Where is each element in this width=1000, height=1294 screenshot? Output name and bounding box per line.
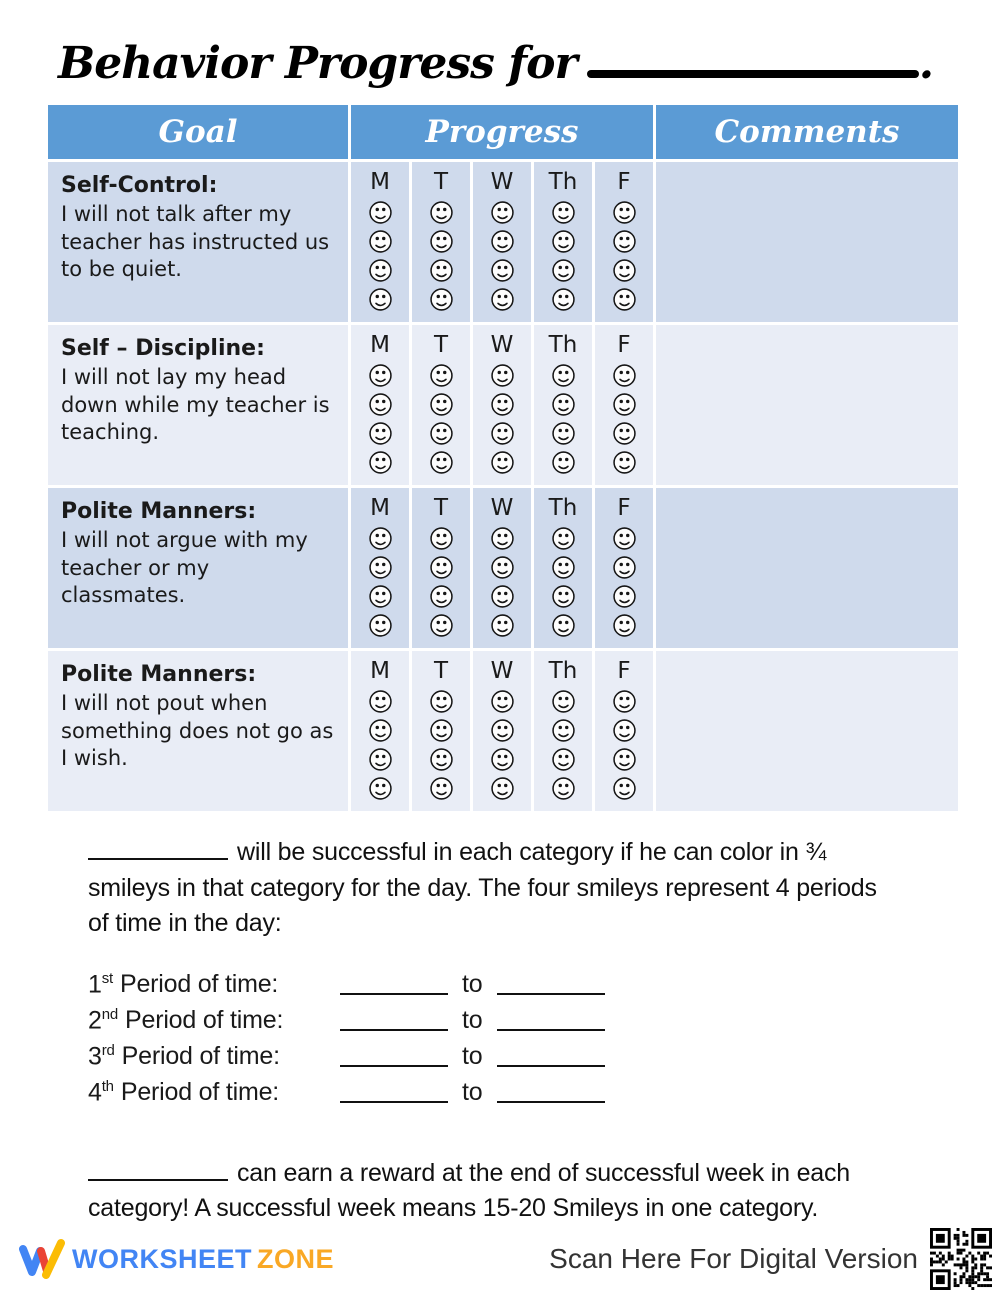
smiley-face-icon bbox=[489, 746, 516, 773]
day-column-th bbox=[534, 651, 592, 811]
smiley-face-icon bbox=[367, 612, 394, 639]
period-ordinal: 1 bbox=[88, 969, 102, 998]
table-header-comments: Comments bbox=[656, 105, 958, 159]
period-to-word: to bbox=[462, 969, 483, 998]
period-row bbox=[88, 970, 958, 1006]
day-column-t bbox=[412, 325, 470, 485]
goal-text: I will not talk after my teacher has instructed us to be quiet. bbox=[61, 201, 330, 282]
smiley-face-icon bbox=[611, 391, 638, 418]
smiley-face-icon bbox=[550, 228, 577, 255]
smiley-face-icon bbox=[367, 257, 394, 284]
smiley-face-icon bbox=[611, 717, 638, 744]
smiley-face-icon bbox=[550, 554, 577, 581]
smiley-face-icon bbox=[611, 199, 638, 226]
smiley-face-icon bbox=[367, 286, 394, 313]
day-label: F bbox=[617, 495, 631, 521]
reward-paragraph bbox=[88, 1156, 926, 1227]
smiley-face-icon bbox=[489, 362, 516, 389]
goal-text: I will not pout when something does not go as I wish. bbox=[61, 690, 334, 771]
day-label: F bbox=[617, 169, 631, 195]
behavior-table bbox=[48, 105, 958, 811]
periods-list bbox=[88, 970, 958, 1114]
worksheetzone-logo-icon bbox=[18, 1237, 66, 1281]
smiley-face-icon bbox=[550, 717, 577, 744]
period-text: Period of time: bbox=[125, 1005, 284, 1034]
scan-here-text: Scan Here For Digital Version bbox=[549, 1243, 918, 1274]
day-column-f bbox=[595, 651, 653, 811]
goal-title: Polite Manners: bbox=[61, 662, 257, 687]
smiley-face-icon bbox=[428, 257, 455, 284]
table-header-goal: Goal bbox=[48, 105, 348, 159]
day-column-w bbox=[473, 651, 531, 811]
qr-code bbox=[930, 1228, 992, 1290]
smiley-face-icon bbox=[550, 775, 577, 802]
smiley-face-icon bbox=[550, 746, 577, 773]
smiley-face-icon bbox=[428, 391, 455, 418]
smiley-face-icon bbox=[367, 228, 394, 255]
day-label: W bbox=[490, 495, 514, 521]
period-start-time-blank bbox=[340, 1065, 448, 1067]
goal-title: Self-Control: bbox=[61, 173, 218, 198]
period-label bbox=[88, 1006, 340, 1035]
period-to-word: to bbox=[462, 1005, 483, 1034]
intro-text: will be successful in each category if he can color in ¾ smileys in that category for the day. The four smileys represent 4 periods of time in the day: bbox=[88, 838, 877, 937]
smiley-face-icon bbox=[611, 688, 638, 715]
smiley-face-icon bbox=[611, 775, 638, 802]
smiley-face-icon bbox=[489, 612, 516, 639]
smiley-face-icon bbox=[428, 775, 455, 802]
smiley-face-icon bbox=[489, 775, 516, 802]
smiley-face-icon bbox=[428, 286, 455, 313]
smiley-face-icon bbox=[550, 391, 577, 418]
logo-wordmark bbox=[72, 1244, 334, 1275]
period-ordinal: 3 bbox=[88, 1041, 102, 1070]
smiley-face-icon bbox=[550, 362, 577, 389]
smiley-face-icon bbox=[611, 554, 638, 581]
smiley-face-icon bbox=[550, 583, 577, 610]
logo-word-worksheet: WORKSHEET bbox=[72, 1243, 252, 1274]
smiley-face-icon bbox=[611, 449, 638, 476]
intro-paragraph bbox=[88, 835, 896, 942]
period-start-time-blank bbox=[340, 1101, 448, 1103]
day-label: Th bbox=[548, 169, 578, 195]
title-period: . bbox=[918, 38, 934, 89]
smiley-face-icon bbox=[550, 525, 577, 552]
period-ordinal-suffix: nd bbox=[101, 1005, 119, 1023]
period-ordinal: 4 bbox=[88, 1077, 102, 1106]
day-column-th bbox=[534, 488, 592, 648]
goal-cell bbox=[48, 325, 348, 485]
day-column-w bbox=[473, 162, 531, 322]
day-column-t bbox=[412, 488, 470, 648]
day-column-f bbox=[595, 325, 653, 485]
smiley-face-icon bbox=[367, 420, 394, 447]
goal-cell bbox=[48, 651, 348, 811]
smiley-face-icon bbox=[611, 583, 638, 610]
goal-cell bbox=[48, 488, 348, 648]
day-column-t bbox=[412, 651, 470, 811]
smiley-face-icon bbox=[550, 257, 577, 284]
period-row bbox=[88, 1006, 958, 1042]
smiley-face-icon bbox=[428, 199, 455, 226]
smiley-face-icon bbox=[428, 420, 455, 447]
smiley-face-icon bbox=[428, 449, 455, 476]
smiley-face-icon bbox=[550, 688, 577, 715]
smiley-face-icon bbox=[489, 554, 516, 581]
smiley-face-icon bbox=[428, 228, 455, 255]
smiley-face-icon bbox=[489, 525, 516, 552]
day-label: W bbox=[490, 658, 514, 684]
student-name-blank bbox=[88, 858, 228, 860]
day-label: Th bbox=[548, 332, 578, 358]
day-column-f bbox=[595, 488, 653, 648]
day-label: Th bbox=[548, 658, 578, 684]
period-label bbox=[88, 970, 340, 999]
period-end-time-blank bbox=[497, 993, 605, 995]
day-column-m bbox=[351, 162, 409, 322]
smiley-face-icon bbox=[489, 257, 516, 284]
goal-text: I will not lay my head down while my teacher is teaching. bbox=[61, 364, 330, 445]
period-text: Period of time: bbox=[121, 1041, 280, 1070]
period-text: Period of time: bbox=[120, 1077, 280, 1106]
smiley-face-icon bbox=[489, 449, 516, 476]
smiley-face-icon bbox=[367, 688, 394, 715]
day-label: M bbox=[370, 658, 390, 684]
reward-text: can earn a reward at the end of successful week in each category! A successful week means 15-20 Smileys in one category. bbox=[88, 1158, 850, 1222]
period-row bbox=[88, 1042, 958, 1078]
day-column-m bbox=[351, 325, 409, 485]
smiley-face-icon bbox=[550, 420, 577, 447]
day-label: T bbox=[433, 169, 449, 195]
comments-cell bbox=[656, 325, 958, 485]
day-column-f bbox=[595, 162, 653, 322]
day-label: T bbox=[433, 658, 449, 684]
smiley-face-icon bbox=[428, 525, 455, 552]
smiley-face-icon bbox=[367, 746, 394, 773]
logo-word-zone: ZONE bbox=[257, 1243, 335, 1274]
smiley-face-icon bbox=[367, 391, 394, 418]
period-label bbox=[88, 1042, 340, 1071]
period-end-time-blank bbox=[497, 1065, 605, 1067]
smiley-face-icon bbox=[367, 525, 394, 552]
goal-text: I will not argue with my teacher or my classmates. bbox=[61, 527, 308, 608]
goal-title: Self – Discipline: bbox=[61, 336, 265, 361]
smiley-face-icon bbox=[489, 228, 516, 255]
day-column-th bbox=[534, 162, 592, 322]
title-name-blank bbox=[587, 70, 919, 78]
smiley-face-icon bbox=[611, 420, 638, 447]
day-label: F bbox=[617, 658, 631, 684]
smiley-face-icon bbox=[428, 583, 455, 610]
day-label: T bbox=[433, 495, 449, 521]
period-end-time-blank bbox=[497, 1029, 605, 1031]
smiley-face-icon bbox=[428, 554, 455, 581]
day-label: M bbox=[370, 332, 390, 358]
period-to-word: to bbox=[462, 1077, 483, 1106]
smiley-face-icon bbox=[550, 199, 577, 226]
period-text: Period of time: bbox=[120, 969, 279, 998]
day-column-w bbox=[473, 325, 531, 485]
table-header-progress: Progress bbox=[351, 105, 653, 159]
day-label: W bbox=[490, 169, 514, 195]
day-label: W bbox=[490, 332, 514, 358]
smiley-face-icon bbox=[489, 688, 516, 715]
smiley-face-icon bbox=[428, 746, 455, 773]
comments-cell bbox=[656, 162, 958, 322]
day-label: Th bbox=[548, 495, 578, 521]
goal-cell bbox=[48, 162, 348, 322]
goal-title: Polite Manners: bbox=[61, 499, 257, 524]
smiley-face-icon bbox=[489, 420, 516, 447]
day-label: T bbox=[433, 332, 449, 358]
student-name-blank bbox=[88, 1179, 228, 1181]
period-label bbox=[88, 1078, 340, 1107]
period-ordinal-suffix: th bbox=[101, 1077, 114, 1095]
smiley-face-icon bbox=[611, 362, 638, 389]
smiley-face-icon bbox=[489, 717, 516, 744]
smiley-face-icon bbox=[367, 775, 394, 802]
smiley-face-icon bbox=[367, 554, 394, 581]
footer bbox=[18, 1226, 992, 1292]
day-column-th bbox=[534, 325, 592, 485]
period-ordinal-suffix: rd bbox=[101, 1041, 115, 1059]
smiley-face-icon bbox=[550, 286, 577, 313]
smiley-face-icon bbox=[489, 286, 516, 313]
period-to-word: to bbox=[462, 1041, 483, 1070]
comments-cell bbox=[656, 651, 958, 811]
period-row bbox=[88, 1078, 958, 1114]
smiley-face-icon bbox=[367, 362, 394, 389]
smiley-face-icon bbox=[489, 199, 516, 226]
worksheetzone-logo bbox=[18, 1237, 334, 1281]
day-label: M bbox=[370, 495, 390, 521]
smiley-face-icon bbox=[611, 286, 638, 313]
smiley-face-icon bbox=[367, 199, 394, 226]
smiley-face-icon bbox=[611, 257, 638, 284]
smiley-face-icon bbox=[428, 717, 455, 744]
comments-cell bbox=[656, 488, 958, 648]
period-start-time-blank bbox=[340, 1029, 448, 1031]
smiley-face-icon bbox=[489, 583, 516, 610]
smiley-face-icon bbox=[367, 583, 394, 610]
smiley-face-icon bbox=[428, 688, 455, 715]
smiley-face-icon bbox=[489, 391, 516, 418]
title-text: Behavior Progress for bbox=[58, 38, 577, 89]
smiley-face-icon bbox=[611, 612, 638, 639]
smiley-face-icon bbox=[550, 449, 577, 476]
page-title bbox=[58, 38, 958, 89]
day-label: M bbox=[370, 169, 390, 195]
period-ordinal-suffix: st bbox=[101, 969, 113, 987]
period-ordinal: 2 bbox=[88, 1005, 102, 1034]
smiley-face-icon bbox=[428, 362, 455, 389]
smiley-face-icon bbox=[611, 746, 638, 773]
day-column-m bbox=[351, 651, 409, 811]
smiley-face-icon bbox=[611, 525, 638, 552]
period-end-time-blank bbox=[497, 1101, 605, 1103]
period-start-time-blank bbox=[340, 993, 448, 995]
day-column-w bbox=[473, 488, 531, 648]
smiley-face-icon bbox=[367, 449, 394, 476]
smiley-face-icon bbox=[611, 228, 638, 255]
smiley-face-icon bbox=[550, 612, 577, 639]
day-column-m bbox=[351, 488, 409, 648]
smiley-face-icon bbox=[428, 612, 455, 639]
smiley-face-icon bbox=[367, 717, 394, 744]
day-label: F bbox=[617, 332, 631, 358]
day-column-t bbox=[412, 162, 470, 322]
